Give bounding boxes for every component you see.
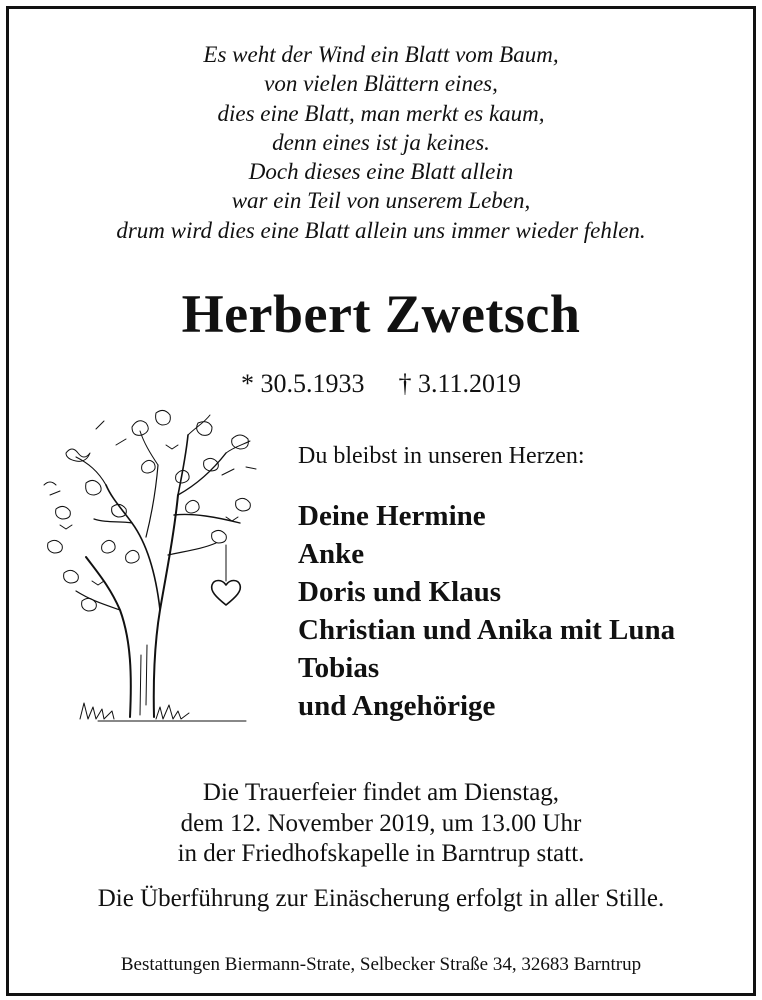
deceased-name: Herbert Zwetsch — [181, 284, 581, 344]
poem-line: denn eines ist ja keines. — [272, 129, 490, 155]
service-line: dem 12. November 2019, um 13.00 Uhr — [180, 809, 582, 837]
poem-line: Es weht der Wind ein Blatt vom Baum, — [203, 42, 559, 67]
mourner-name: Deine Hermine — [298, 500, 486, 532]
mourner-name: Anke — [298, 538, 365, 570]
death-date: † 3.11.2019 — [398, 369, 522, 398]
mourner-name: Tobias — [298, 652, 380, 684]
birth-date: * 30.5.1933 — [240, 369, 365, 398]
tree-with-heart-icon — [36, 405, 270, 740]
poem-line: dies eine Blatt, man merkt es kaum, — [217, 100, 545, 126]
remembrance-intro: Du bleibst in unseren Herzen: — [298, 443, 585, 469]
poem-line: drum wird dies eine Blatt allein uns immer wieder fehlen. — [116, 217, 646, 243]
funeral-home-footer: Bestattungen Biermann-Strate, Selbecker Straße 34, 32683 Barntrup — [120, 954, 642, 975]
poem-line: Doch dieses eine Blatt allein — [248, 159, 514, 185]
funeral-service-info — [0, 778, 762, 870]
poem — [0, 40, 762, 245]
service-line: in der Friedhofskapelle in Barntrup statt. — [177, 840, 585, 867]
mourner-name: und Angehörige — [298, 690, 496, 722]
service-line: Die Trauerfeier findet am Dienstag, — [202, 779, 560, 806]
poem-line: von vielen Blättern eines, — [264, 71, 498, 97]
mourner-name: Christian und Anika mit Luna — [298, 614, 676, 646]
mourner-name: Doris und Klaus — [298, 576, 502, 608]
poem-line: war ein Teil von unserem Leben, — [231, 188, 531, 214]
life-dates — [0, 368, 762, 400]
transfer-notice: Die Überführung zur Einäscherung erfolgt in aller Stille. — [97, 885, 665, 912]
mourners-list — [298, 497, 675, 725]
